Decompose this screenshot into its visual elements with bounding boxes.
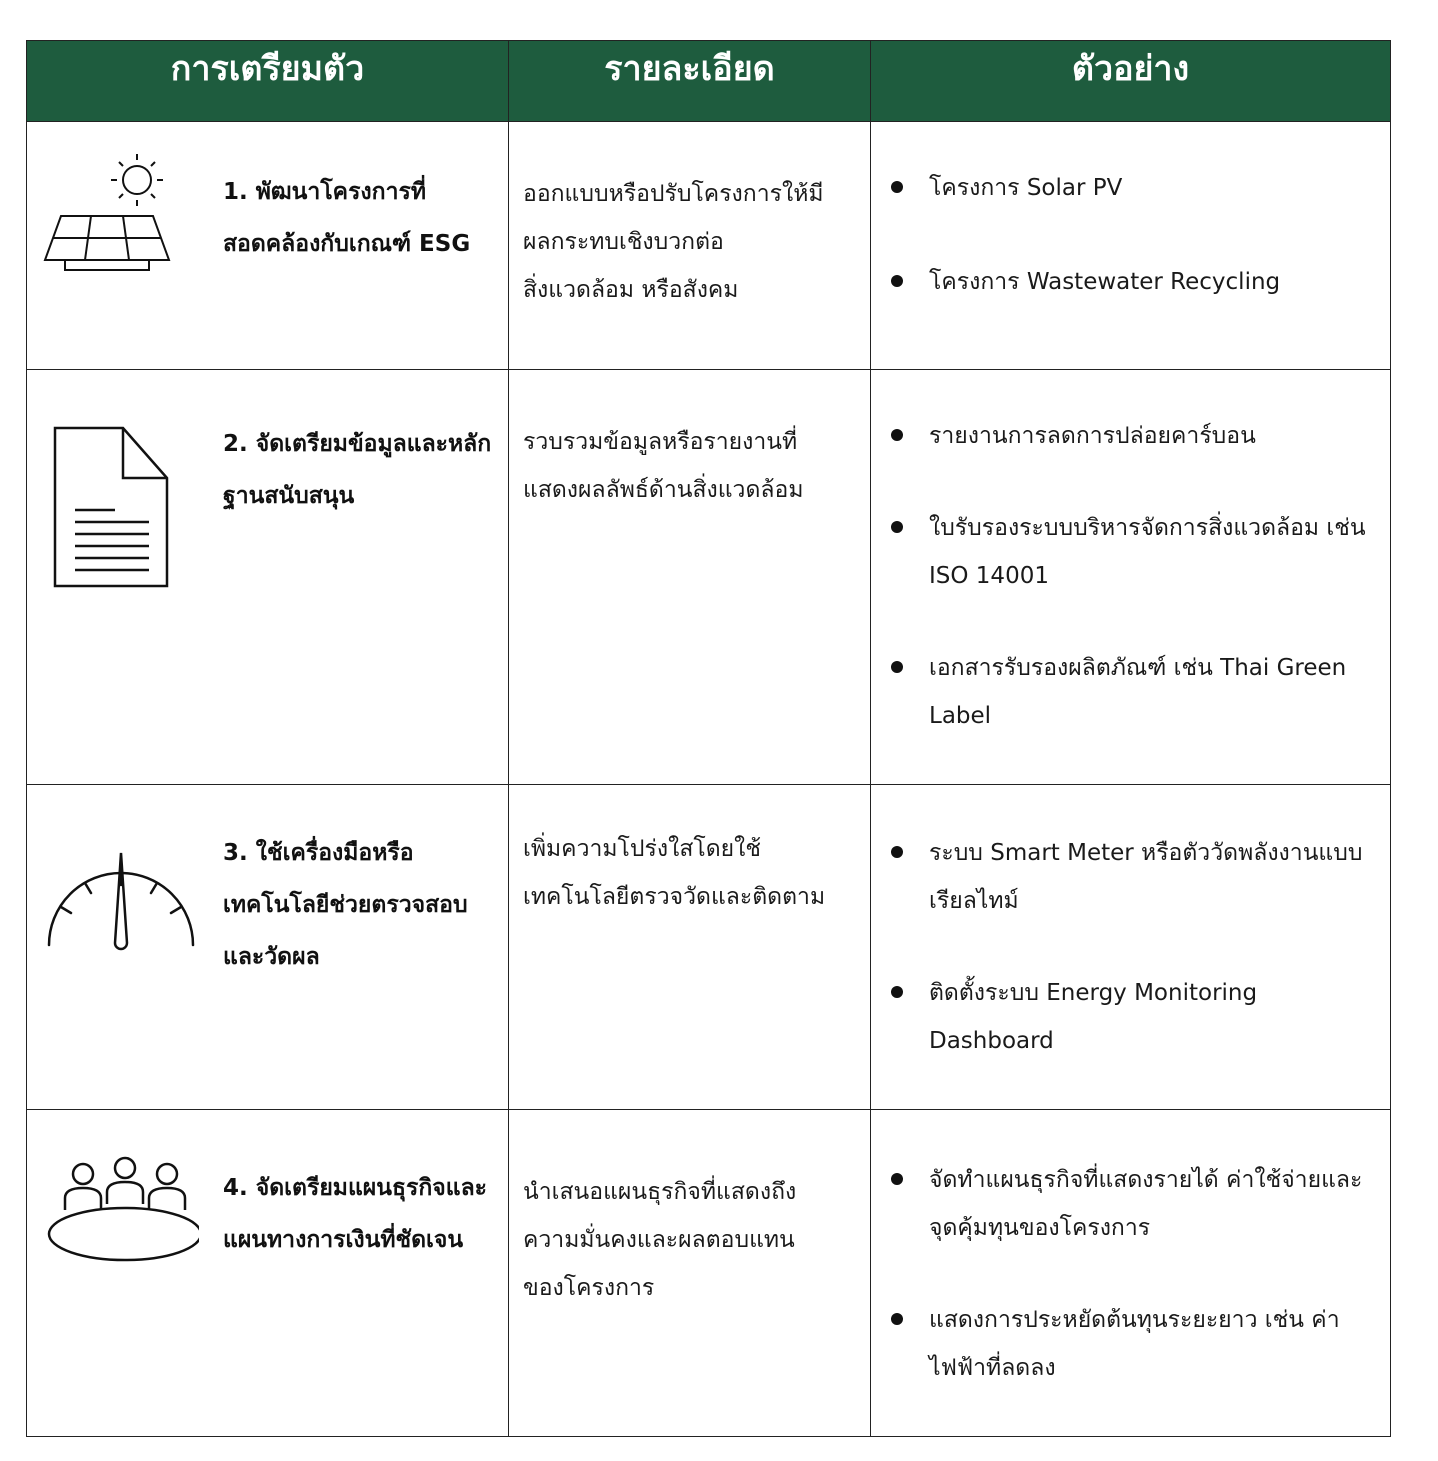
examples-cell xyxy=(871,370,1391,785)
detail-text: นำเสนอแผนธุรกิจที่แสดงถึง ความมั่นคงและผลตอบแทน ของโครงการ xyxy=(523,1179,797,1301)
list-item: จัดทำแผนธุรกิจที่แสดงรายได้ ค่าใช้จ่ายและจุดคุ้มทุนของโครงการ xyxy=(891,1156,1376,1252)
header-preparation: การเตรียมตัว xyxy=(27,41,509,122)
list-item: รายงานการลดการปล่อยคาร์บอน xyxy=(891,412,1376,460)
detail-text: ออกแบบหรือปรับโครงการให้มี ผลกระทบเชิงบวกต่อ สิ่งแวดล้อม หรือสังคม xyxy=(523,181,824,303)
table-row xyxy=(27,785,1391,1110)
list-item: ระบบ Smart Meter หรือตัววัดพลังงานแบบเรียลไทม์ xyxy=(891,829,1376,925)
list-item: โครงการ Wastewater Recycling xyxy=(891,258,1376,306)
list-item: ใบรับรองระบบบริหารจัดการสิ่งแวดล้อม เช่น ISO 14001 xyxy=(891,504,1376,600)
examples-list xyxy=(871,1110,1390,1392)
examples-list xyxy=(871,785,1390,1065)
preparation-cell xyxy=(27,1110,509,1437)
list-item: แสดงการประหยัดต้นทุนระยะยาว เช่น ค่าไฟฟ้าที่ลดลง xyxy=(891,1296,1376,1392)
header-examples: ตัวอย่าง xyxy=(871,41,1391,122)
table-header-row xyxy=(27,41,1391,122)
table-row xyxy=(27,370,1391,785)
table-row xyxy=(27,122,1391,370)
heading-fragment xyxy=(30,0,1390,12)
preparation-title: 3. ใช้เครื่องมือหรือเทคโนโลยีช่วยตรวจสอบและวัดผล xyxy=(223,840,468,970)
preparation-cell xyxy=(27,370,509,785)
detail-cell xyxy=(509,122,871,370)
document-icon xyxy=(39,422,179,592)
preparation-cell xyxy=(27,785,509,1110)
examples-list xyxy=(871,370,1390,740)
gauge-icon xyxy=(39,847,199,957)
solar-panel-icon xyxy=(39,150,179,280)
preparation-table xyxy=(26,40,1391,1437)
preparation-title: 2. จัดเตรียมข้อมูลและหลักฐานสนับสนุน xyxy=(223,431,492,509)
detail-text: เพิ่มความโปร่งใสโดยใช้ เทคโนโลยีตรวจวัดและติดตาม xyxy=(523,836,826,910)
preparation-cell xyxy=(27,122,509,370)
examples-cell xyxy=(871,1110,1391,1437)
detail-cell xyxy=(509,1110,871,1437)
examples-list xyxy=(871,122,1390,306)
preparation-title: 1. พัฒนาโครงการที่สอดคล้องกับเกณฑ์ ESG xyxy=(223,179,471,257)
list-item: เอกสารรับรองผลิตภัณฑ์ เช่น Thai Green Label xyxy=(891,644,1376,740)
detail-cell xyxy=(509,785,871,1110)
detail-cell xyxy=(509,370,871,785)
examples-cell xyxy=(871,122,1391,370)
detail-text: รวบรวมข้อมูลหรือรายงานที่ แสดงผลลัพธ์ด้านสิ่งแวดล้อม xyxy=(523,429,804,503)
meeting-table-icon xyxy=(39,1154,199,1264)
table-row xyxy=(27,1110,1391,1437)
list-item: โครงการ Solar PV xyxy=(891,164,1376,212)
preparation-title: 4. จัดเตรียมแผนธุรกิจและแผนทางการเงินที่ชัดเจน xyxy=(223,1175,488,1253)
list-item: ติดตั้งระบบ Energy Monitoring Dashboard xyxy=(891,969,1376,1065)
examples-cell xyxy=(871,785,1391,1110)
header-details: รายละเอียด xyxy=(509,41,871,122)
